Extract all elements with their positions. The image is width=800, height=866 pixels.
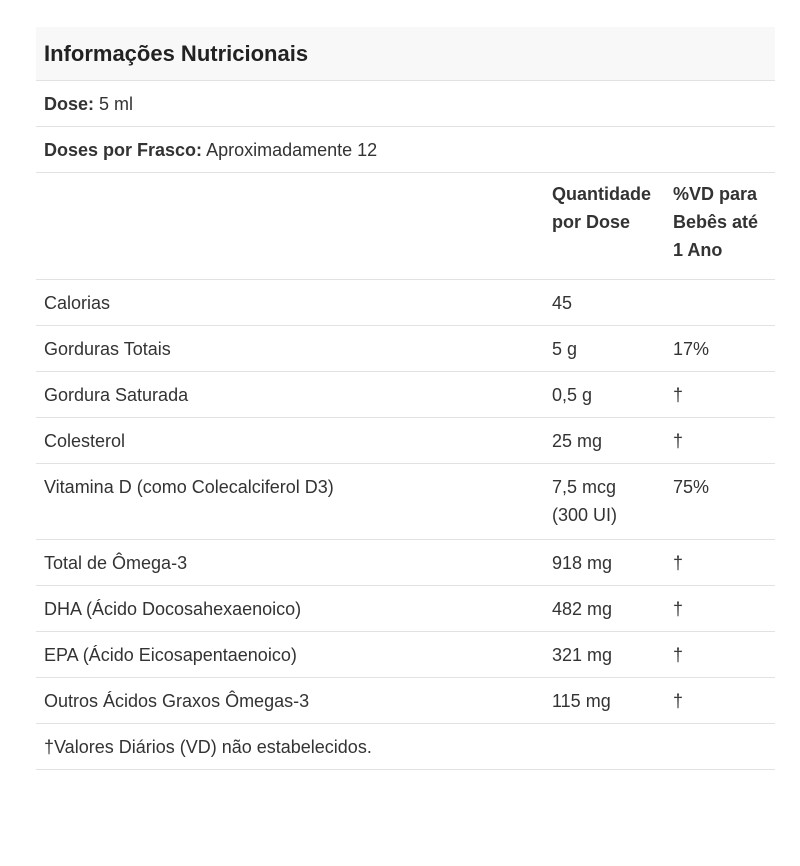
nutrient-amount-line: 321 mg — [552, 644, 613, 665]
nutrient-amount — [544, 325, 665, 371]
nutrient-dv: † — [665, 417, 775, 463]
header-dv-line: %VD para — [673, 183, 758, 204]
header-dv-line: 1 Ano — [673, 239, 723, 260]
doses-per-bottle-label: Doses por Frasco: — [44, 139, 203, 160]
nutrient-amount-line: 0,5 g — [552, 384, 593, 405]
dose-label: Dose: — [44, 93, 95, 114]
header-amount — [544, 172, 665, 279]
nutrient-amount — [544, 463, 665, 539]
table-row — [36, 631, 775, 677]
title-row — [36, 27, 775, 80]
doses-per-bottle-row — [36, 126, 775, 172]
nutrient-name: Gordura Saturada — [36, 371, 544, 417]
nutrient-amount-line: (300 UI) — [552, 504, 618, 525]
footnote: †Valores Diários (VD) não estabelecidos. — [36, 723, 775, 769]
table-title: Informações Nutricionais — [36, 27, 775, 80]
nutrient-dv: † — [665, 631, 775, 677]
nutrient-amount — [544, 585, 665, 631]
table-row — [36, 417, 775, 463]
nutrient-amount-line: 7,5 mcg — [552, 476, 617, 497]
nutrition-facts-panel — [36, 27, 775, 770]
nutrient-name: Vitamina D (como Colecalciferol D3) — [36, 463, 544, 539]
header-dv-line: Bebês até — [673, 211, 759, 232]
nutrient-amount — [544, 539, 665, 585]
header-amount-line: por Dose — [552, 211, 631, 232]
nutrient-amount — [544, 631, 665, 677]
nutrient-name: Gorduras Totais — [36, 325, 544, 371]
table-row — [36, 371, 775, 417]
nutrient-amount — [544, 371, 665, 417]
nutrient-amount-line: 918 mg — [552, 552, 613, 573]
table-row — [36, 325, 775, 371]
nutrient-dv: 17% — [665, 325, 775, 371]
nutrient-amount-line: 5 g — [552, 338, 578, 359]
nutrient-name: Outros Ácidos Graxos Ômegas-3 — [36, 677, 544, 723]
nutrient-dv: † — [665, 539, 775, 585]
table-row — [36, 463, 775, 539]
dose-value: 5 ml — [99, 93, 134, 114]
doses-per-bottle-value: Aproximadamente 12 — [206, 139, 378, 160]
nutrient-dv — [665, 279, 775, 325]
nutrient-name: DHA (Ácido Docosahexaenoico) — [36, 585, 544, 631]
nutrient-dv: † — [665, 585, 775, 631]
nutrient-dv: 75% — [665, 463, 775, 539]
nutrient-amount-line: 45 — [552, 292, 573, 313]
table-row — [36, 539, 775, 585]
header-dv — [665, 172, 775, 279]
header-empty-cell — [36, 172, 544, 279]
nutrient-amount-line: 115 mg — [552, 690, 611, 711]
nutrient-dv: † — [665, 677, 775, 723]
footnote-row — [36, 723, 775, 769]
table-row — [36, 677, 775, 723]
nutrient-name: EPA (Ácido Eicosapentaenoico) — [36, 631, 544, 677]
header-amount-line: Quantidade — [552, 183, 652, 204]
nutrient-name: Total de Ômega-3 — [36, 539, 544, 585]
nutrient-amount — [544, 279, 665, 325]
nutrient-amount-line: 25 mg — [552, 430, 603, 451]
column-header-row — [36, 172, 775, 279]
nutrient-dv: † — [665, 371, 775, 417]
nutrition-table — [36, 27, 775, 770]
table-row — [36, 585, 775, 631]
nutrient-amount-line: 482 mg — [552, 598, 613, 619]
nutrient-amount — [544, 677, 665, 723]
nutrient-name: Calorias — [36, 279, 544, 325]
dose-row — [36, 80, 775, 126]
table-row — [36, 279, 775, 325]
nutrient-amount — [544, 417, 665, 463]
nutrient-name: Colesterol — [36, 417, 544, 463]
